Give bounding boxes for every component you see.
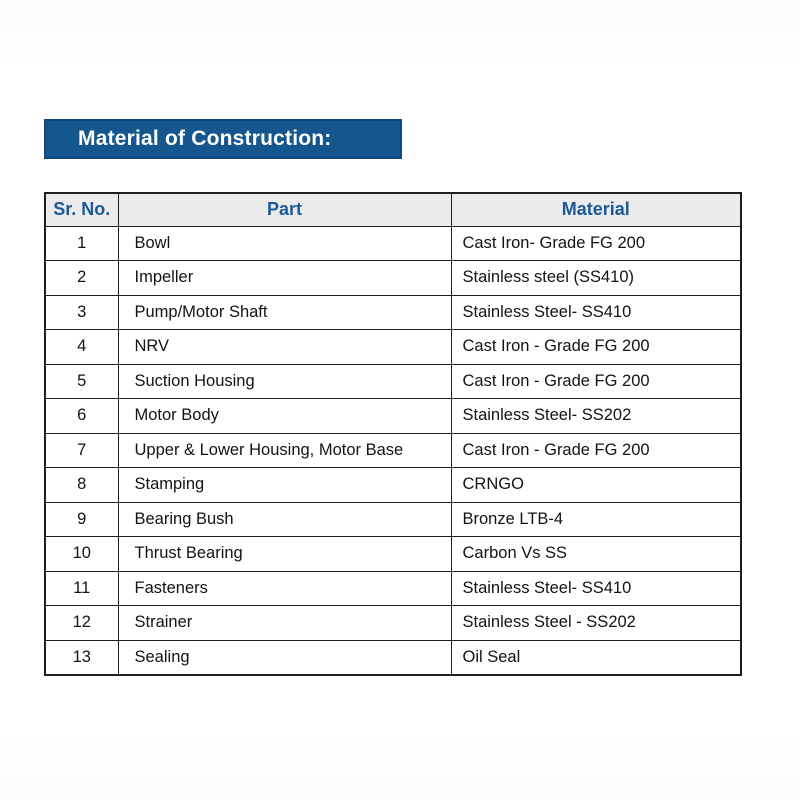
material-cell: Cast Iron - Grade FG 200 (451, 330, 741, 365)
part-cell: Stamping (118, 468, 451, 503)
sr-no-cell: 12 (45, 606, 118, 641)
material-cell: Bronze LTB-4 (451, 502, 741, 537)
part-cell: Bearing Bush (118, 502, 451, 537)
section-title-banner (44, 119, 402, 159)
sr-no-cell: 5 (45, 364, 118, 399)
sr-no-cell: 11 (45, 571, 118, 606)
table-row (45, 261, 741, 296)
sr-no-cell: 2 (45, 261, 118, 296)
section-title: Material of Construction: (78, 127, 332, 150)
table-row (45, 433, 741, 468)
table-row (45, 606, 741, 641)
part-cell: Pump/Motor Shaft (118, 295, 451, 330)
material-cell: Cast Iron - Grade FG 200 (451, 433, 741, 468)
materials-table-body (45, 226, 741, 675)
part-cell: Impeller (118, 261, 451, 296)
table-row (45, 364, 741, 399)
sr-no-cell: 3 (45, 295, 118, 330)
material-cell: Cast Iron - Grade FG 200 (451, 364, 741, 399)
header-material: Material (451, 193, 741, 226)
table-row (45, 226, 741, 261)
material-cell: Carbon Vs SS (451, 537, 741, 572)
table-row (45, 502, 741, 537)
header-sr-no: Sr. No. (45, 193, 118, 226)
table-row (45, 468, 741, 503)
part-cell: Motor Body (118, 399, 451, 434)
sr-no-cell: 9 (45, 502, 118, 537)
material-cell: Stainless steel (SS410) (451, 261, 741, 296)
part-cell: NRV (118, 330, 451, 365)
material-cell: Oil Seal (451, 640, 741, 675)
table-row (45, 399, 741, 434)
table-row (45, 330, 741, 365)
sr-no-cell: 6 (45, 399, 118, 434)
material-cell: CRNGO (451, 468, 741, 503)
material-cell: Stainless Steel- SS202 (451, 399, 741, 434)
table-row (45, 295, 741, 330)
sr-no-cell: 10 (45, 537, 118, 572)
part-cell: Fasteners (118, 571, 451, 606)
material-cell: Stainless Steel - SS202 (451, 606, 741, 641)
part-cell: Suction Housing (118, 364, 451, 399)
material-cell: Cast Iron- Grade FG 200 (451, 226, 741, 261)
part-cell: Thrust Bearing (118, 537, 451, 572)
sr-no-cell: 1 (45, 226, 118, 261)
material-cell: Stainless Steel- SS410 (451, 571, 741, 606)
part-cell: Strainer (118, 606, 451, 641)
material-cell: Stainless Steel- SS410 (451, 295, 741, 330)
table-row (45, 537, 741, 572)
materials-table (44, 192, 742, 676)
part-cell: Bowl (118, 226, 451, 261)
sr-no-cell: 7 (45, 433, 118, 468)
sr-no-cell: 8 (45, 468, 118, 503)
part-cell: Sealing (118, 640, 451, 675)
table-row (45, 571, 741, 606)
table-header-row (45, 193, 741, 226)
sr-no-cell: 4 (45, 330, 118, 365)
header-part: Part (118, 193, 451, 226)
part-cell: Upper & Lower Housing, Motor Base (118, 433, 451, 468)
sr-no-cell: 13 (45, 640, 118, 675)
table-row (45, 640, 741, 675)
